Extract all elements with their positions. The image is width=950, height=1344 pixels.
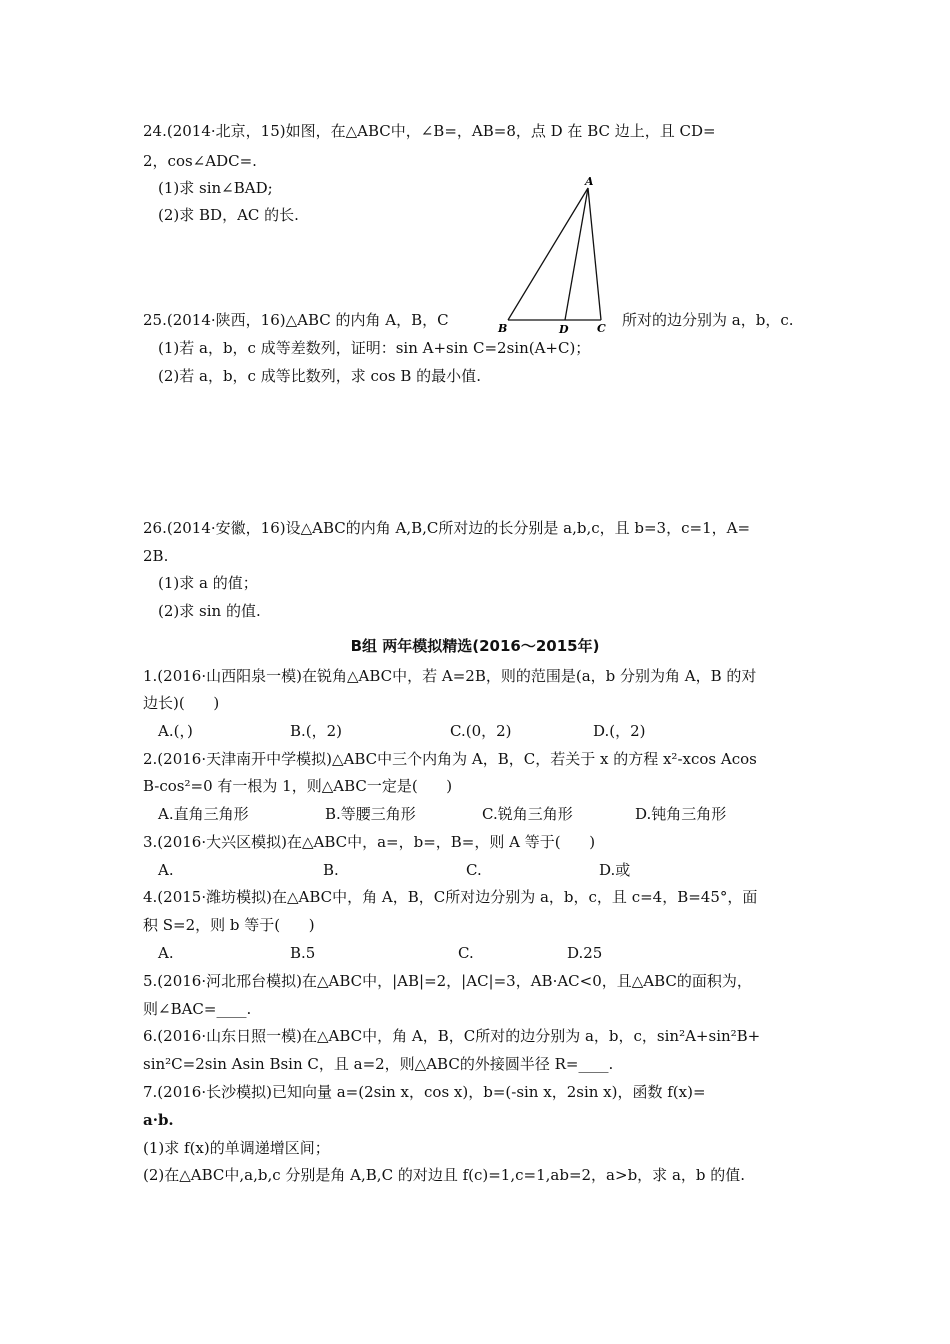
q24-line1: 24.(2014·北京，15)如图，在△ABC中，∠B=，AB=8，点 D 在 BC 边上，且 CD= [143,122,716,140]
q25-line1-right: 所对的边分别为 a，b，c. [622,311,794,329]
label-a: A [585,175,594,188]
b2-option-d: D.钝角三角形 [635,805,727,823]
b3-line1: 3.(2016·大兴区模拟)在△ABC中，a=，b=，B=，则 A 等于( ) [143,833,596,851]
b1-option-b: B.(，2) [290,722,343,740]
b3-option-d: D.或 [599,861,631,879]
b2-line2: B-cos²=0 有一根为 1，则△ABC一定是( ) [143,777,453,795]
label-d: D [559,323,569,336]
b4-line2: 积 S=2，则 b 等于( ) [143,916,315,934]
b4-option-d: D.25 [567,944,603,962]
b5-line1: 5.(2016·河北邢台模拟)在△ABC中，|AB|=2，|AC|=3，AB·AC<0，且△ABC的面积为， [143,972,752,990]
q26-line1: 26.(2014·安徽，16)设△ABC的内角 A,B,C所对边的长分别是 a,b,c，且 b=3，c=1，A= [143,519,751,537]
b1-option-c: C.(0，2) [450,722,512,740]
b7-line2: a·b. [143,1111,174,1129]
b2-option-b: B.等腰三角形 [325,805,416,823]
b6-line2: sin²C=2sin Asin Bsin C，且 a=2，则△ABC的外接圆半径 R=____. [143,1055,614,1073]
b2-option-c: C.锐角三角形 [482,805,573,823]
b5-line2: 则∠BAC=____. [143,1000,252,1018]
q25-part1: (1)若 a，b，c 成等差数列，证明：sin A+sin C=2sin(A+C)； [158,339,591,357]
section-b-title: B组 两年模拟精选(2016～2015年) [350,637,600,655]
b4-option-b: B.5 [290,944,316,962]
triangle-figure [495,174,615,338]
b4-option-a: A. [158,944,174,962]
b7-part2: (2)在△ABC中,a,b,c 分别是角 A,B,C 的对边且 f(c)=1,c=1,ab=2，a>b，求 a，b 的值. [143,1166,746,1184]
q25-line1-left: 25.(2014·陕西，16)△ABC 的内角 A，B，C [143,311,449,329]
b1-option-a: A.(，) [158,722,193,740]
b2-option-a: A.直角三角形 [158,805,249,823]
b7-line1: 7.(2016·长沙模拟)已知向量 a=(2sin x，cos x)，b=(-sin x，2sin x)，函数 f(x)= [143,1083,706,1101]
b2-line1: 2.(2016·天津南开中学模拟)△ABC中三个内角为 A，B，C，若关于 x 的方程 x²-xcos Acos [143,750,757,768]
label-c: C [597,322,606,335]
b3-option-c: C. [466,861,482,879]
b4-line1: 4.(2015·潍坊模拟)在△ABC中，角 A，B，C所对边分别为 a，b，c，且 c=4，B=45°，面 [143,888,758,906]
q26-part1: (1)求 a 的值； [158,574,258,592]
q24-part1: (1)求 sin∠BAD; [158,179,273,197]
label-b: B [498,322,508,335]
b3-option-b: B. [323,861,339,879]
q26-part2: (2)求 sin 的值. [158,602,261,620]
q25-part2: (2)若 a，b，c 成等比数列，求 cos B 的最小值. [158,367,481,385]
b3-option-a: A. [158,861,174,879]
b1-line2: 边长)( ) [143,694,220,712]
q26-line2: 2B. [143,547,169,565]
q24-line2: 2，cos∠ADC=. [143,152,257,170]
q24-part2: (2)求 BD，AC 的长. [158,206,299,224]
edge-ac [588,188,601,320]
b6-line1: 6.(2016·山东日照一模)在△ABC中，角 A，B，C所对的边分别为 a，b，c，sin²A+sin²B+ [143,1027,761,1045]
b7-part1: (1)求 f(x)的单调递增区间； [143,1139,330,1157]
b1-option-d: D.(，2) [593,722,646,740]
b1-line1: 1.(2016·山西阳泉一模)在锐角△ABC中，若 A=2B，则的范围是(a，b 分别为角 A，B 的对 [143,667,757,685]
b4-option-c: C. [458,944,474,962]
